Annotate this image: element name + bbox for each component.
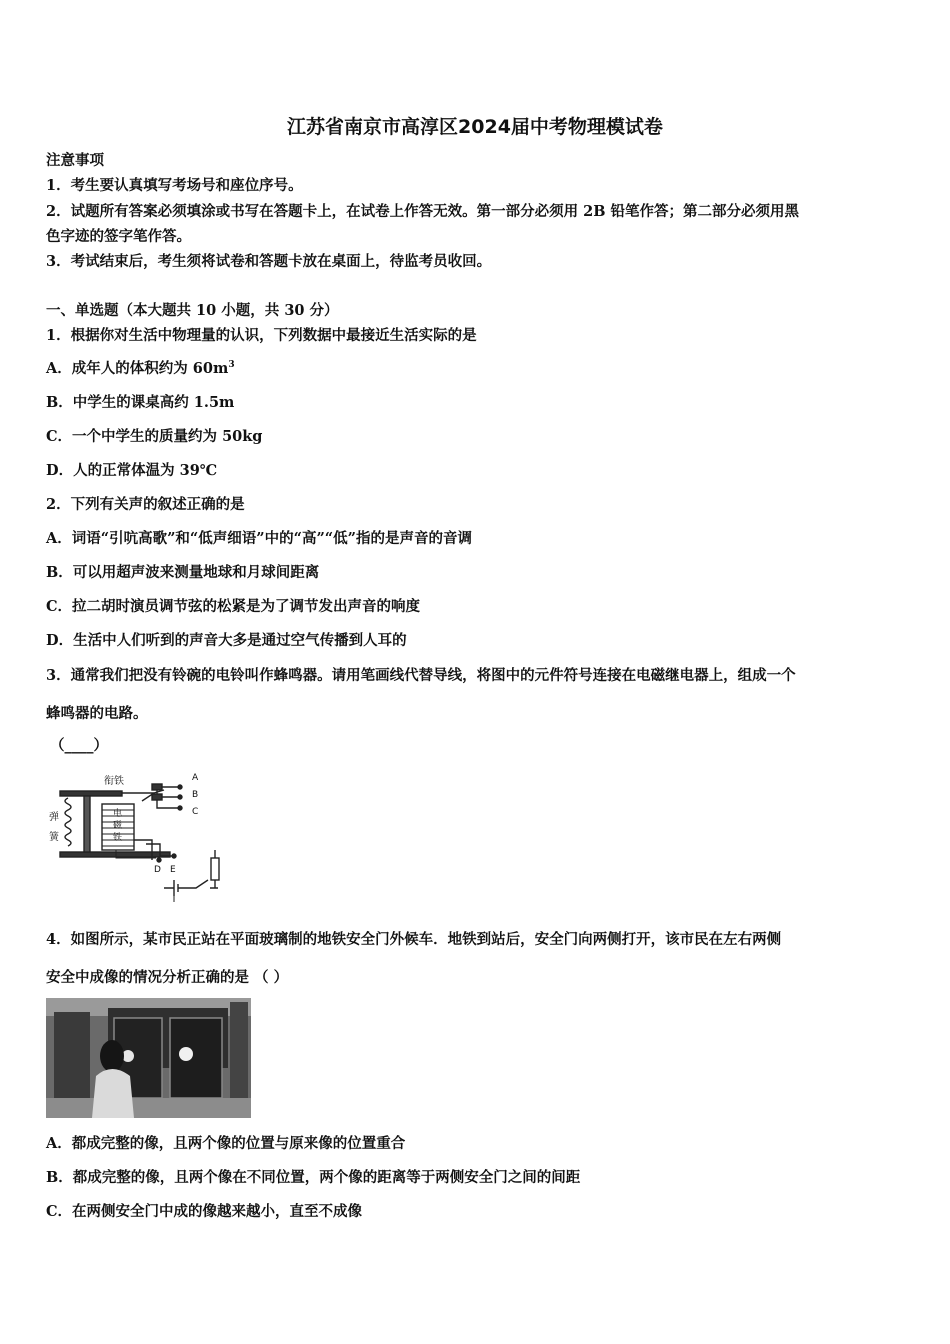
relay-pillar	[84, 796, 90, 852]
notice-heading: 注意事项	[46, 152, 104, 169]
armature-bar	[60, 791, 122, 796]
q4-stem-line2: 安全中成像的情况分析正确的是 （ ）	[46, 969, 289, 986]
notice-item-2: 2．试题所有答案必须填涂或书写在答题卡上，在试卷上作答无效。第一部分必须用 2B 铅笔作答；第二部分必须用黑	[46, 203, 800, 220]
spring-coil	[65, 798, 71, 846]
label-armature: 衔铁	[104, 776, 124, 787]
q2-stem: 2．下列有关声的叙述正确的是	[46, 496, 245, 513]
terminal-b	[178, 795, 182, 799]
label-b: B	[192, 790, 199, 800]
q2-option-c: C．拉二胡时演员调节弦的松紧是为了调节发出声音的响度	[46, 598, 421, 615]
label-a: A	[192, 773, 199, 783]
q3-stem-line1: 3．通常我们把没有铃碗的电铃叫作蜂鸣器。请用笔画线代替导线，将图中的元件符号连接在电磁继电器上，组成一个	[46, 667, 796, 684]
label-magnet-3: 铁	[113, 833, 123, 843]
label-spring-1: 弹	[49, 812, 59, 823]
notice-item-3: 3．考试结束后，考生须将试卷和答题卡放在桌面上，待监考员收回。	[46, 253, 492, 270]
label-magnet-2: 磁	[113, 821, 123, 831]
terminal-e	[172, 854, 176, 858]
q3-stem-line2: 蜂鸣器的电路。	[46, 705, 148, 722]
q4-option-b: B．都成完整的像，且两个像在不同位置，两个像的距离等于两侧安全门之间的间距	[46, 1169, 581, 1186]
q1-option-a-unit-sup: 3	[228, 360, 235, 371]
q2-option-d: D．生活中人们听到的声音大多是通过空气传播到人耳的	[46, 632, 407, 649]
page-title: 江苏省南京市高淳区2024届中考物理模试卷	[287, 116, 663, 138]
q4-option-a: A．都成完整的像，且两个像的位置与原来像的位置重合	[46, 1135, 406, 1152]
terminal-a	[178, 785, 182, 789]
label-e: E	[170, 865, 176, 875]
battery-switch-symbol	[164, 880, 218, 896]
subway-door-photo	[46, 998, 251, 1118]
notice-item-1: 1．考生要认真填写考场号和座位序号。	[46, 177, 303, 194]
label-c: C	[192, 807, 199, 817]
q1-option-b: B．中学生的课桌高约 1.5m	[46, 394, 235, 411]
q4-option-c: C．在两侧安全门中成的像越来越小，直至不成像	[46, 1203, 363, 1220]
q1-option-d: D．人的正常体温为 39℃	[46, 462, 218, 479]
q1-stem: 1．根据你对生活中物理量的认识，下列数据中最接近生活实际的是	[46, 327, 477, 344]
q3-answer-blank: （____）	[50, 737, 108, 754]
notice-item-2-cont: 色字迹的签字笔作答。	[46, 228, 191, 245]
label-d: D	[154, 865, 161, 875]
q1-option-c: C．一个中学生的质量约为 50kg	[46, 428, 263, 445]
q2-option-a: A．词语“引吭高歌”和“低声细语”中的“高”“低”指的是声音的音调	[46, 530, 472, 547]
q1-option-a	[46, 359, 235, 379]
terminal-c	[178, 806, 182, 810]
relay-circuit-figure	[46, 768, 222, 910]
contact-leads	[162, 787, 178, 808]
label-magnet-1: 电	[113, 809, 123, 819]
q2-option-b: B．可以用超声波来测量地球和月球间距离	[46, 564, 320, 581]
relay-base	[60, 852, 170, 857]
section-heading: 一、单选题（本大题共 10 小题，共 30 分）	[46, 302, 339, 319]
buzzer-element	[211, 858, 219, 880]
terminal-d	[157, 858, 161, 862]
q4-stem-line1: 4．如图所示，某市民正站在平面玻璃制的地铁安全门外候车．地铁到站后，安全门向两侧打开，该市民在左右两侧	[46, 931, 782, 948]
q1-option-a-text: A．成年人的体积约为 60m	[46, 360, 229, 377]
label-spring-2: 簧	[49, 832, 59, 843]
